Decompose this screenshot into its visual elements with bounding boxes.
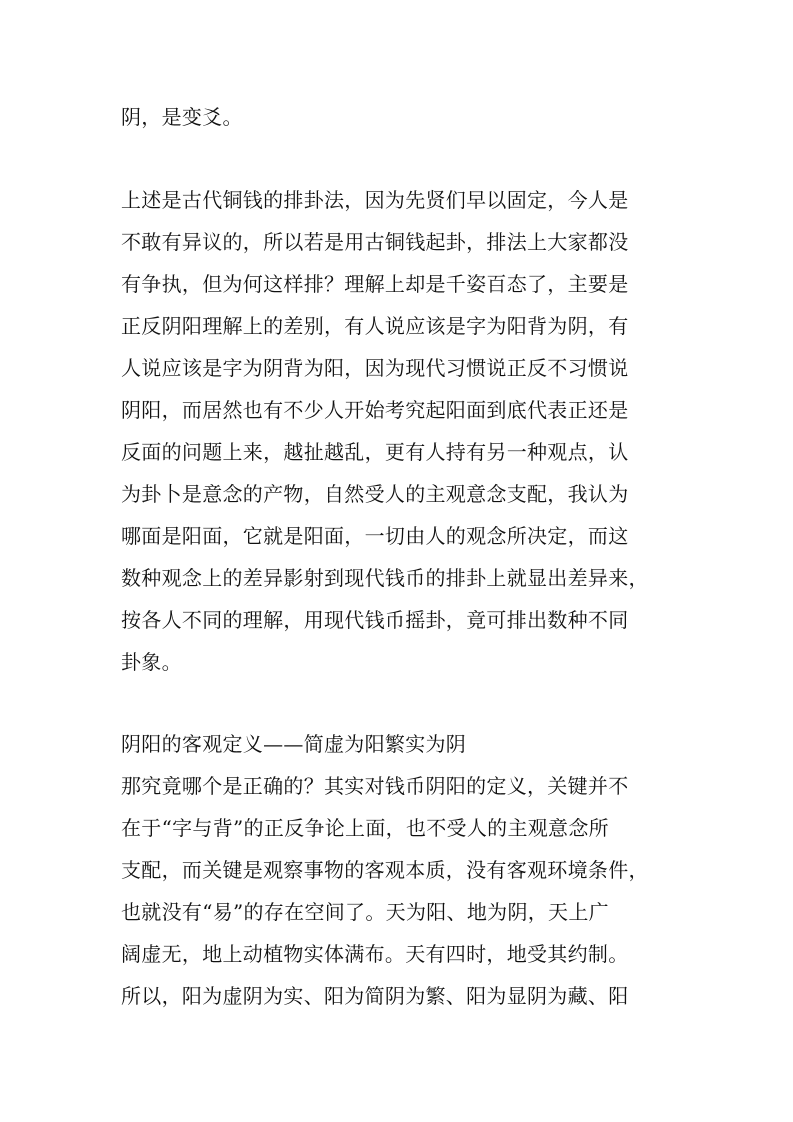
paragraph-2-line-8: 为卦卜是意念的产物，自然受人的主观意念支配，我认为 [121,482,629,506]
paragraph-2-line-9: 哪面是阳面，它就是阳面，一切由人的观念所决定，而这 [121,524,629,548]
paragraph-3-line-5: 阔虚无，地上动植物实体满布。天有四时，地受其约制。 [121,942,629,966]
paragraph-2-line-7: 反面的问题上来，越扯越乱，更有人持有另一种观点，认 [121,440,629,464]
paragraph-3-line-2: 在于“字与背”的正反争论上面，也不受人的主观意念所 [121,816,609,840]
paragraph-3-line-1: 那究竟哪个是正确的？其实对钱币阴阳的定义，关键并不 [121,774,629,798]
paragraph-1-line-1: 阴，是变爻。 [121,105,243,129]
paragraph-2-line-12: 卦象。 [121,650,182,674]
paragraph-3-line-6: 所以，阳为虚阴为实、阳为简阴为繁、阳为显阴为藏、阳 [121,984,629,1008]
paragraph-2-line-3: 有争执，但为何这样排？理解上却是千姿百态了，主要是 [121,272,629,296]
paragraph-2-line-11: 按各人不同的理解，用现代钱币摇卦，竟可排出数种不同 [121,608,629,632]
paragraph-2-line-6: 阴阳，而居然也有不少人开始考究起阳面到底代表正还是 [121,398,629,422]
paragraph-2-line-10: 数种观念上的差异影射到现代钱币的排卦上就显出差异来， [121,566,649,590]
paragraph-3-line-4: 也就没有“易”的存在空间了。天为阳、地为阴，天上广 [121,900,609,924]
paragraph-2-line-2: 不敢有异议的，所以若是用古铜钱起卦，排法上大家都没 [121,230,629,254]
paragraph-2-line-5: 人说应该是字为阴背为阳，因为现代习惯说正反不习惯说 [121,356,629,380]
paragraph-2-line-1: 上述是古代铜钱的排卦法，因为先贤们早以固定，今人是 [121,188,629,212]
paragraph-2-line-4: 正反阴阳理解上的差别，有人说应该是字为阳背为阴，有 [121,314,629,338]
paragraph-3-line-3: 支配，而关键是观察事物的客观本质，没有客观环境条件， [121,858,649,882]
section-heading: 阴阳的客观定义——简虚为阳繁实为阴 [121,732,467,756]
